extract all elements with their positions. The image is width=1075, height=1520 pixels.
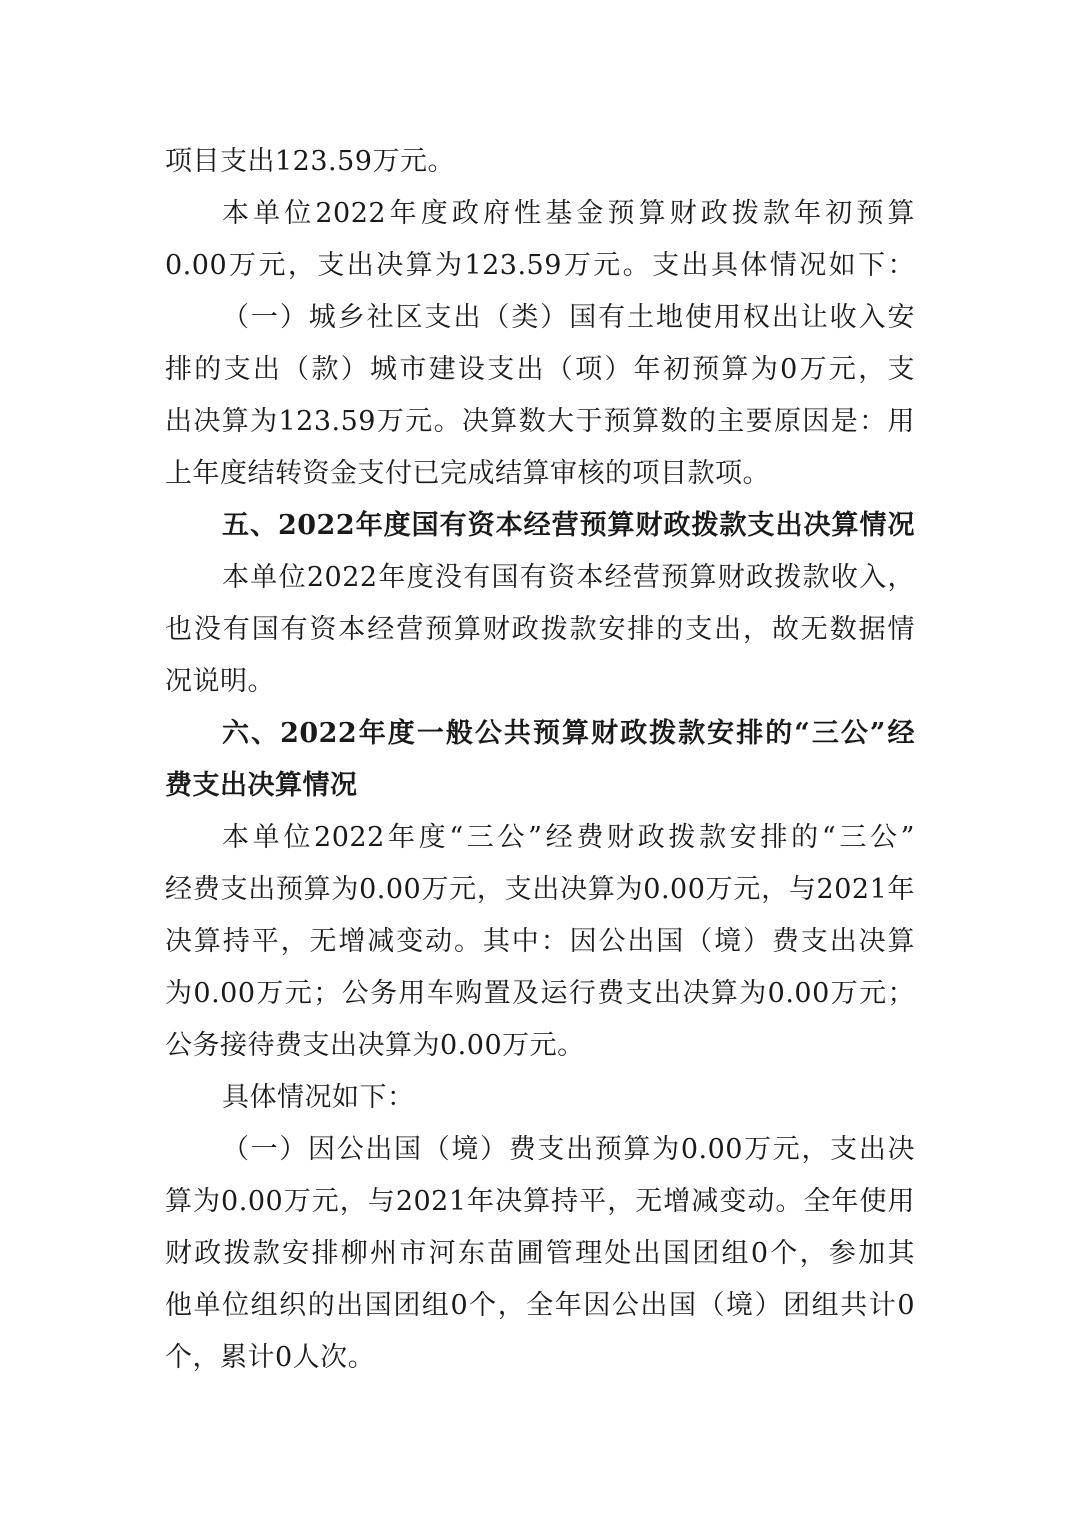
text-line: 本单位2022年度“三公”经费财政拨款安排的“三公”	[222, 822, 915, 853]
text-line: 本单位2022年度政府性基金预算财政拨款年初预算	[222, 198, 915, 229]
text-line: 况说明。	[165, 666, 275, 697]
text-line: （一）因公出国（境）费支出预算为0.00万元，支出决	[222, 1134, 915, 1165]
text-line: 公务接待费支出决算为0.00万元。	[165, 1030, 585, 1061]
text-line: 0.00万元，支出决算为123.59万元。支出具体情况如下：	[165, 250, 915, 281]
text-line: 排的支出（款）城市建设支出（项）年初预算为0万元，支	[165, 354, 915, 385]
text-line: 为0.00万元；公务用车购置及运行费支出决算为0.00万元；	[165, 978, 915, 1009]
text-line: 经费支出预算为0.00万元，支出决算为0.00万元，与2021年	[165, 874, 915, 905]
text-line: 财政拨款安排柳州市河东苗圃管理处出国团组0个，参加其	[165, 1238, 915, 1269]
section-heading: 费支出决算情况	[165, 770, 358, 801]
section-heading: 五、2022年度国有资本经营预算财政拨款支出决算情况	[222, 510, 915, 541]
text-line: 他单位组织的出国团组0个，全年因公出国（境）团组共计0	[165, 1290, 915, 1321]
text-line: 也没有国有资本经营预算财政拨款安排的支出，故无数据情	[165, 614, 915, 645]
text-line: 本单位2022年度没有国有资本经营预算财政拨款收入，	[222, 562, 915, 593]
text-line: 具体情况如下：	[222, 1082, 415, 1113]
text-line: （一）城乡社区支出（类）国有土地使用权出让收入安	[222, 302, 915, 333]
text-line: 出决算为123.59万元。决算数大于预算数的主要原因是：用	[165, 406, 915, 437]
text-line: 项目支出123.59万元。	[165, 146, 455, 177]
text-line: 个，累计0人次。	[165, 1342, 376, 1373]
text-line: 决算持平，无增减变动。其中：因公出国（境）费支出决算	[165, 926, 915, 957]
text-line: 算为0.00万元，与2021年决算持平，无增减变动。全年使用	[165, 1186, 915, 1217]
section-heading: 六、2022年度一般公共预算财政拨款安排的“三公”经	[222, 718, 915, 749]
text-line: 上年度结转资金支付已完成结算审核的项目款项。	[165, 458, 770, 489]
